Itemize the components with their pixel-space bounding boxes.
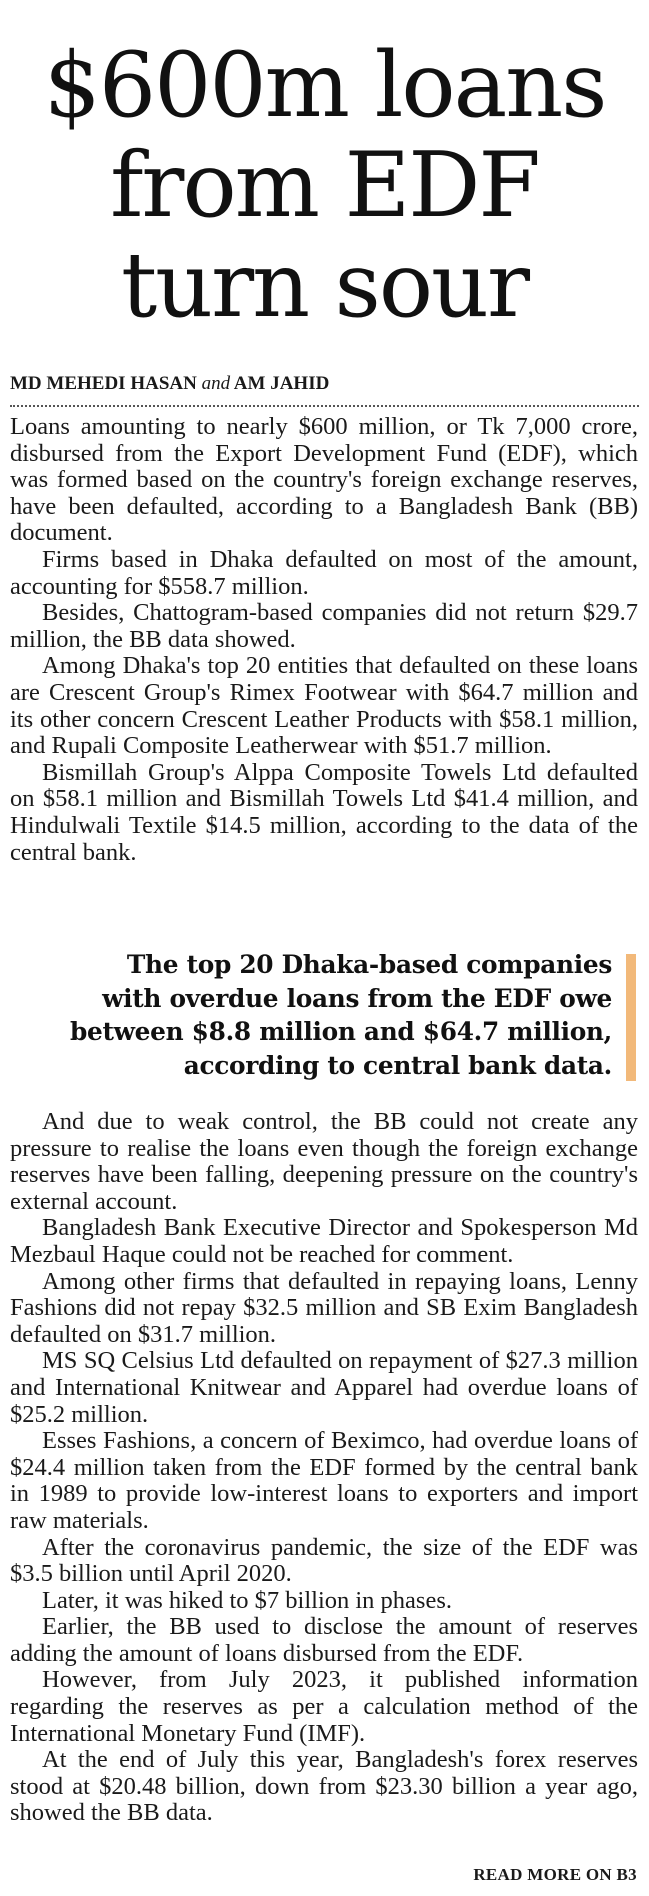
body-paragraph: Among Dhaka's top 20 entities that defaulted on these loans are Crescent Group's Rimex Footwear with $64.7 million and its other concern Crescent Leather Products with $58.1 million, and Rupali Composite Leatherwear with $51.7 million. xyxy=(10,652,638,760)
body-text-before-quote xyxy=(10,414,638,866)
pull-quote-line: with overdue loans from the EDF owe xyxy=(102,983,612,1013)
byline xyxy=(10,373,329,395)
body-paragraph: And due to weak control, the BB could not create any pressure to realise the loans even though the foreign exchange reserves have been falling, deepening pressure on the country's external account. xyxy=(10,1108,638,1215)
headline-line: turn sour xyxy=(120,233,529,338)
read-more-link[interactable]: READ MORE ON B3 xyxy=(473,1865,637,1884)
body-paragraph: Earlier, the BB used to disclose the amount of reserves adding the amount of loans disbursed from the EDF. xyxy=(10,1613,638,1667)
author-name: MD MEHEDI HASAN xyxy=(10,373,197,394)
headline-line: from EDF xyxy=(110,133,539,238)
body-paragraph: At the end of July this year, Bangladesh's forex reserves stood at $20.48 billion, down from $23.30 billion a year ago, showed the BB data. xyxy=(10,1746,638,1827)
body-paragraph: Loans amounting to nearly $600 million, or Tk 7,000 crore, disbursed from the Export Development Fund (EDF), which was formed based on the country's foreign exchange reserves, have been defaulted, according to a Bangladesh Bank (BB) document. xyxy=(10,413,638,547)
body-paragraph: Later, it was hiked to $7 billion in phases. xyxy=(42,1586,453,1614)
body-paragraph: Bismillah Group's Alppa Composite Towels Ltd defaulted on $58.1 million and Bismillah Towels Ltd $41.4 million, and Hindulwali Textile $14.5 million, according to the data of the central bank. xyxy=(10,758,638,866)
headline-line: $600m loans xyxy=(43,33,606,138)
body-paragraph: However, from July 2023, it published information regarding the reserves as per a calculation method of the International Monetary Fund (IMF). xyxy=(10,1666,638,1747)
pull-quote-line: between $8.8 million and $64.7 million, xyxy=(69,1017,612,1046)
author-name: AM JAHID xyxy=(233,373,330,394)
body-paragraph: Among other firms that defaulted in repaying loans, Lenny Fashions did not repay $32.5 million and SB Exim Bangladesh defaulted on $31.7 million. xyxy=(10,1267,638,1348)
pull-quote-accent-bar xyxy=(626,954,636,1081)
pull-quote-line: The top 20 Dhaka-based companies xyxy=(126,950,612,979)
dotted-divider xyxy=(10,405,639,407)
pull-quote-line: according to central bank data. xyxy=(183,1050,612,1080)
body-paragraph: Besides, Chattogram-based companies did not return $29.7 million, the BB data showed. xyxy=(10,599,638,653)
body-paragraph: MS SQ Celsius Ltd defaulted on repayment of $27.3 million and International Knitwear and Apparel had overdue loans of $25.2 million. xyxy=(10,1347,638,1428)
byline-conjunction: and xyxy=(201,373,231,394)
body-paragraph: Bangladesh Bank Executive Director and Spokesperson Md Mezbaul Haque could not be reached for comment. xyxy=(10,1214,638,1268)
body-paragraph: Esses Fashions, a concern of Beximco, had overdue loans of $24.4 million taken from the EDF formed by the central bank in 1989 to provide low-interest loans to exporters and import raw materials. xyxy=(10,1427,638,1534)
body-paragraph: After the coronavirus pandemic, the size of the EDF was $3.5 billion until April 2020. xyxy=(10,1533,638,1588)
body-text-after-quote xyxy=(10,1109,638,1827)
body-paragraph: Firms based in Dhaka defaulted on most of the amount, accounting for $558.7 million. xyxy=(10,545,638,600)
headline xyxy=(0,33,649,338)
pull-quote xyxy=(10,948,612,1082)
